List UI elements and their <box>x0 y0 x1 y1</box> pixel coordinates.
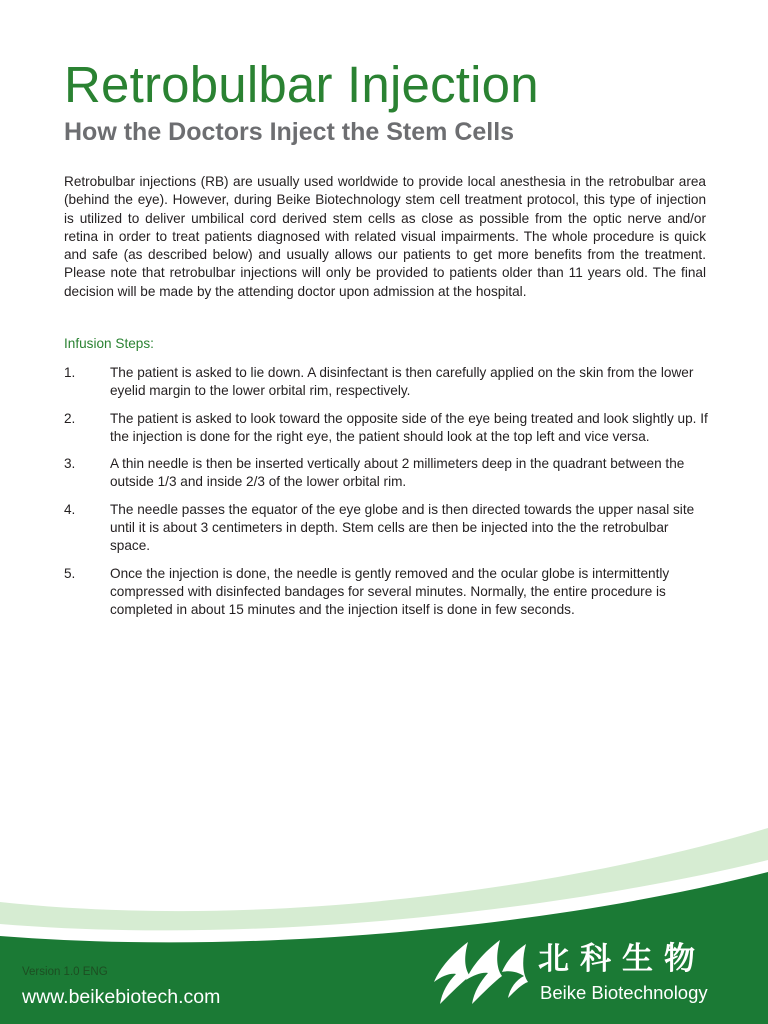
beike-logo-icon <box>430 938 530 1008</box>
version-label: Version 1.0 ENG <box>22 966 108 978</box>
step-item <box>64 565 709 620</box>
step-text: The patient is asked to look toward the opposite side of the eye being treated and look slightly up. If the injection is done for the right eye, the patient should look at the top left and vice versa. <box>110 410 708 444</box>
step-item <box>64 455 709 492</box>
intro-paragraph: Retrobulbar injections (RB) are usually used worldwide to provide local anesthesia in the retrobulbar area (behind the eye). However, during Beike Biotechnology stem cell treatment protocol, this type of injection is utilized to deliver umbilical cord derived stem cells as close as possible from the optic nerve and/or retina in order to treat patients diagnosed with related visual impairments. The whole procedure is quick and safe (as described below) and usually allows our patients to get more benefits from the treatment. Please note that retrobulbar injections will only be provided to patients older than 11 years old. The final decision will be made by the attending doctor upon admission at the hospital. <box>64 174 706 299</box>
step-item <box>64 501 709 556</box>
website-link[interactable]: www.beikebiotech.com <box>22 986 221 1008</box>
step-number: 2. <box>64 410 76 426</box>
step-text: The needle passes the equator of the eye globe and is then directed towards the upper nasal site until it is about 3 centimeters in depth. Stem cells are then be injected into the the retrobulbar space. <box>110 501 695 554</box>
step-number: 5. <box>64 565 76 581</box>
step-text: A thin needle is then be inserted vertically about 2 millimeters deep in the quadrant between the outside 1/3 and inside 2/3 of the lower orbital rim. <box>110 456 685 490</box>
step-number: 1. <box>64 365 76 380</box>
step-text: The patient is asked to lie down. A disinfectant is then carefully applied on the skin from the lower eyelid margin to the lower orbital rim, respectively. <box>110 365 694 399</box>
brand-name-chinese: 北科生物 <box>538 941 706 977</box>
infusion-steps-list <box>64 364 709 620</box>
steps-heading: Infusion Steps: <box>64 336 154 351</box>
step-item <box>64 364 709 401</box>
brand-name-english: Beike Biotechnology <box>540 982 708 1003</box>
step-number: 4. <box>64 501 76 517</box>
step-item <box>64 410 709 447</box>
step-number: 3. <box>64 456 76 472</box>
page-title: Retrobulbar Injection <box>64 56 539 113</box>
page-subtitle: How the Doctors Inject the Stem Cells <box>64 118 515 146</box>
step-text: Once the injection is done, the needle is gently removed and the ocular globe is intermittently compressed with disinfected bandages for several minutes. Normally, the entire procedure is completed in about 15 minutes and the injection itself is done in few seconds. <box>110 565 670 618</box>
